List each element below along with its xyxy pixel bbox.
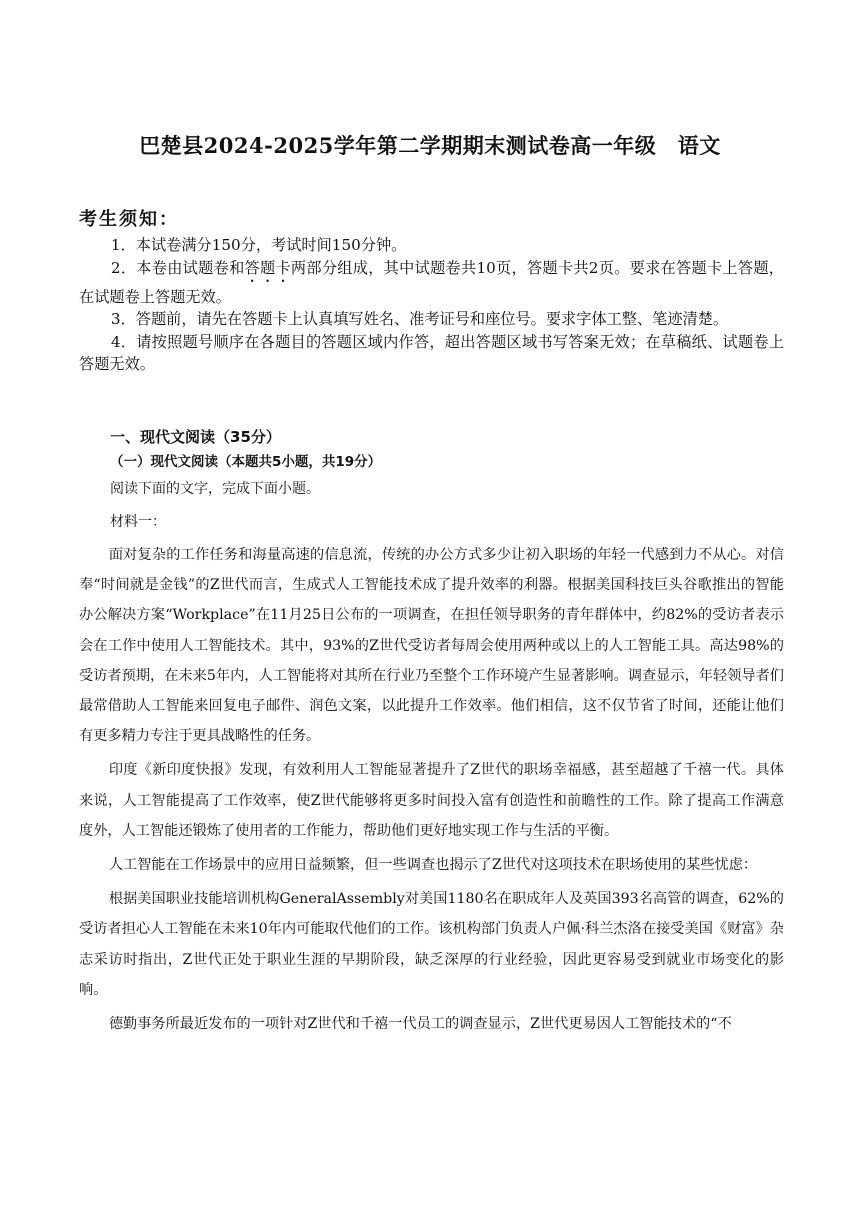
section-heading: 一、现代文阅读（35分） [110, 428, 281, 446]
article-paragraph: 印度《新印度快报》发现，有效利用人工智能显著提升了Z世代的职场幸福感，甚至超越了千禧一代。具体来说，人工智能提高了工作效率，使Z世代能够将更多时间投入富有创造性和前瞻性的工作。除了提高工作满意度外，人工智能还锻炼了使用者的工作能力，帮助他们更好地实现工作与生活的平衡。 [79, 762, 784, 839]
notice-item-2-text-before: 2．本卷由试题卷和 [110, 258, 245, 277]
notice-item-2-emphasis: 答题卡 [244, 258, 291, 277]
article-paragraph: 德勤事务所最近发布的一项针对Z世代和千禧一代员工的调查显示，Z世代更易因人工智能技术的“不 [108, 1016, 732, 1033]
material-label: 材料一： [110, 514, 166, 530]
article-paragraph: 面对复杂的工作任务和海量高速的信息流，传统的办公方式多少让初入职场的年轻一代感到力不从心。对信奉“时间就是金钱”的Z世代而言，生成式人工智能技术成了提升效率的利器。根据美国科技巨头谷歌推出的智能办公解决方案“Workplace”在11月25日公布的一项调查，在担任领导职务的青年群体中，约82%的受访者表示会在工作中使用人工智能技术。其中，93%的Z世代受访者每周会使用两种或以上的人工智能工具。高达98%的受访者预期，在未来5年内，人工智能将对其所在行业乃至整个工作环境产生显著影响。调查显示，年轻领导者们最常借助人工智能来回复电子邮件、润色文案，以此提升工作效率。他们相信，这不仅节省了时间，还能让他们有更多精力专注于更具战略性的任务。 [79, 547, 784, 745]
notice-heading: 考生须知： [79, 209, 179, 230]
notice-item-2-text-after: 两部分组成，其中试题卷共10页，答题卡共2页。要求在答题卡上答题，在试题卷上答题无效。 [79, 258, 784, 306]
notice-item-4: 4．请按照题号顺序在各题目的答题区域内作答，超出答题区域书写答案无效；在草稿纸、试题卷上答题无效。 [79, 332, 784, 373]
reading-instruction: 阅读下面的文字，完成下面小题。 [110, 481, 320, 497]
notice-item-1: 1．本试卷满分150分，考试时间150分钟。 [110, 236, 407, 254]
notice-item-2 [79, 257, 784, 309]
notice-list [79, 234, 784, 376]
article-paragraph: 人工智能在工作场景中的应用日益频繁，但一些调查也揭示了Z世代对这项技术在职场使用的某些忧虑： [108, 857, 758, 874]
sub-section-heading: （一）现代文阅读（本题共5小题，共19分） [110, 454, 382, 470]
exam-title: 巴楚县2024-2025学年第二学期期末测试卷高一年级 语文 [139, 133, 721, 158]
notice-item-3: 3．答题前，请先在答题卡上认真填写姓名、准考证号和座位号。要求字体工整、笔迹清楚。 [110, 310, 729, 328]
article-paragraph: 根据美国职业技能培训机构GeneralAssembly对美国1180名在职成年人及英国393名高管的调查，62%的受访者担心人工智能在未来10年内可能取代他们的工作。该机构部门负责人户佩·科兰杰洛在接受美国《财富》杂志采访时指出，Z世代正处于职业生涯的早期阶段，缺乏深厚的行业经验，因此更容易受到就业市场变化的影响。 [79, 891, 784, 998]
article-body [79, 540, 784, 1039]
